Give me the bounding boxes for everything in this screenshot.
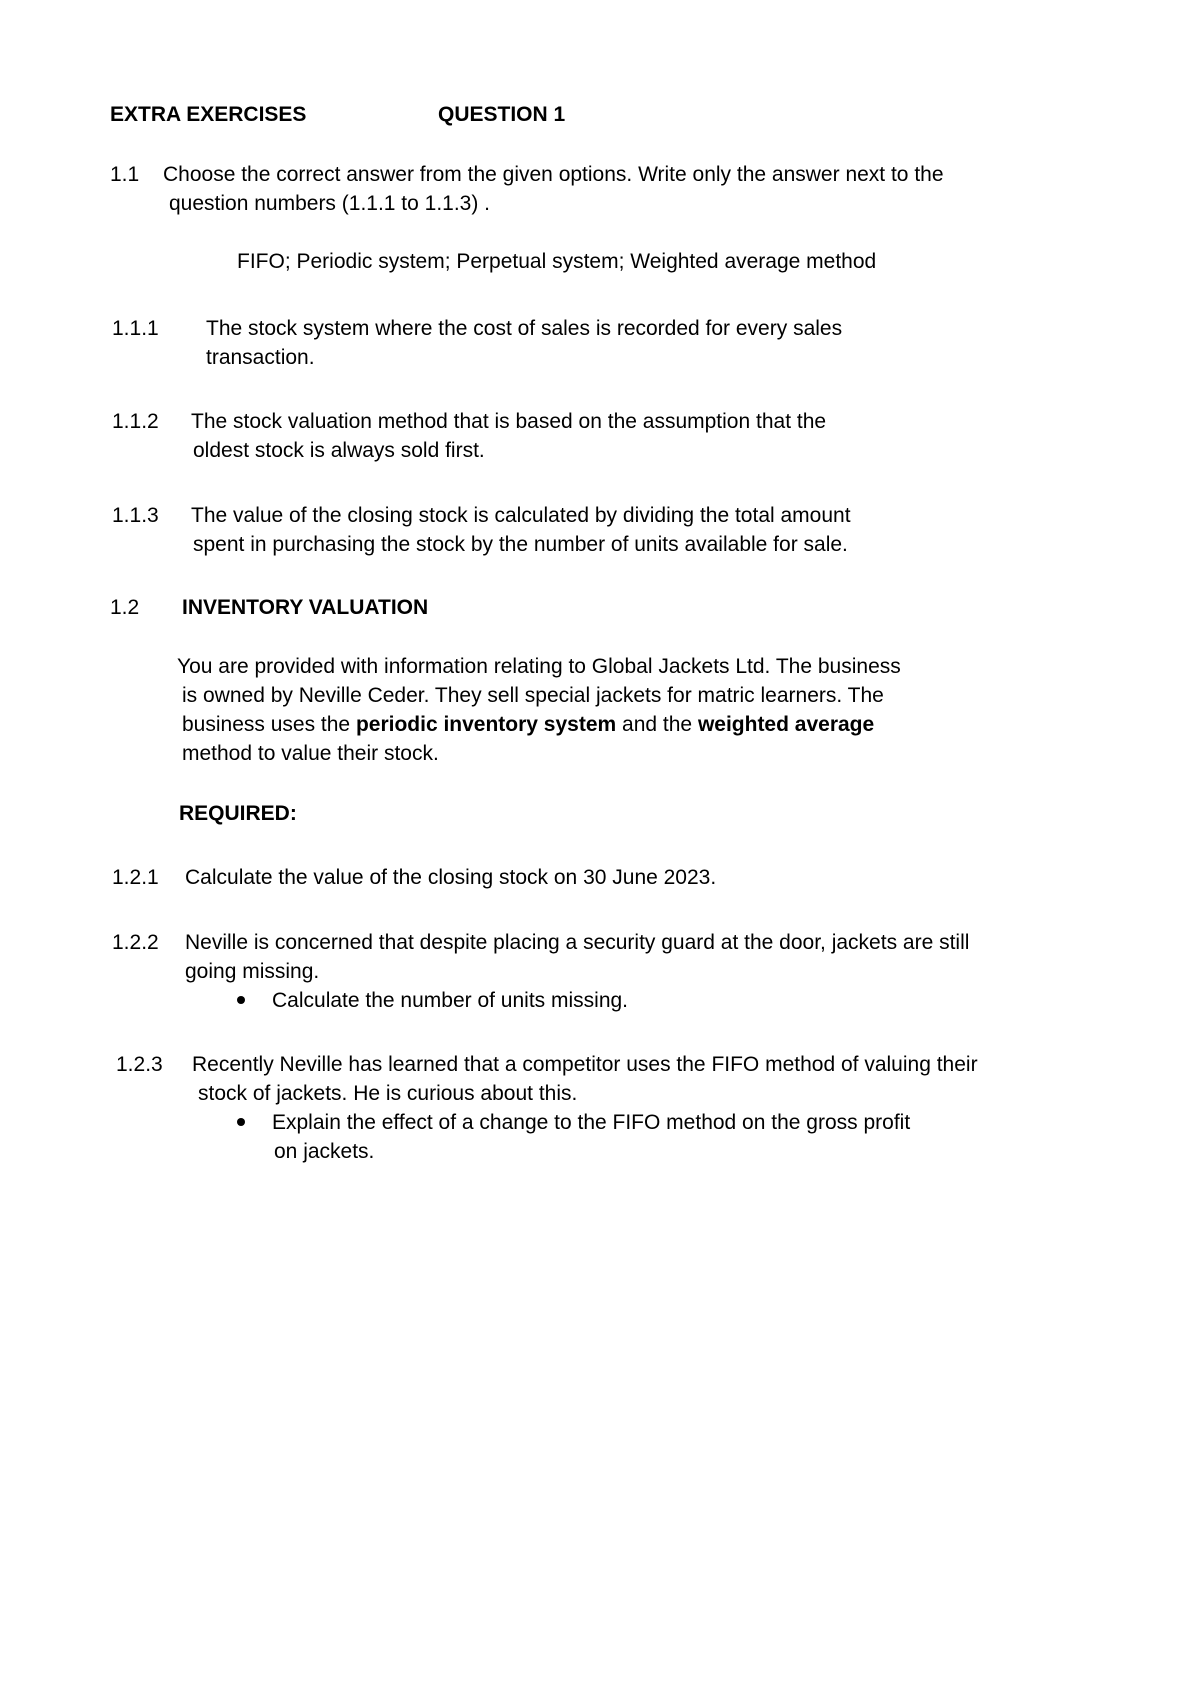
q1-2-3-bullet-line2: on jackets. bbox=[274, 1140, 375, 1163]
q1-2-intro-line3 bbox=[182, 710, 874, 739]
q1-2-3-line2: stock of jackets. He is curious about this. bbox=[198, 1082, 578, 1105]
q1-2-3-number: 1.2.3 bbox=[116, 1053, 163, 1076]
q1-2-2-number: 1.2.2 bbox=[112, 931, 159, 954]
document-title: EXTRA EXERCISES bbox=[110, 103, 307, 126]
q1-2-intro-line1: You are provided with information relating to Global Jackets Ltd. The business bbox=[177, 655, 901, 678]
q1-1-1-line1: The stock system where the cost of sales is recorded for every sales bbox=[206, 317, 843, 340]
q1-1-2-number: 1.1.2 bbox=[112, 410, 159, 433]
q1-1-instruction-line2: question numbers (1.1.1 to 1.1.3) . bbox=[169, 192, 491, 215]
question-heading: QUESTION 1 bbox=[438, 103, 566, 126]
required-heading: REQUIRED: bbox=[179, 802, 297, 825]
q1-1-3-number: 1.1.3 bbox=[112, 504, 159, 527]
bullet-point bbox=[237, 996, 245, 1004]
q1-1-3-line1: The value of the closing stock is calculated by dividing the total amount bbox=[191, 504, 851, 527]
q1-2-heading: INVENTORY VALUATION bbox=[182, 596, 429, 619]
q1-2-number: 1.2 bbox=[110, 596, 140, 619]
q1-2-2-line2: going missing. bbox=[185, 960, 320, 983]
q1-2-3-bullet-line1: Explain the effect of a change to the FIFO method on the gross profit bbox=[272, 1111, 911, 1134]
periodic-inventory-system-term: periodic inventory system bbox=[355, 713, 617, 736]
q1-1-3-line2: spent in purchasing the stock by the number of units available for sale. bbox=[193, 533, 848, 556]
q1-1-1-line2: transaction. bbox=[206, 346, 315, 369]
intro-text-a: business uses the bbox=[182, 713, 356, 736]
q1-1-1-number: 1.1.1 bbox=[112, 317, 159, 340]
q1-1-number: 1.1 bbox=[110, 163, 140, 186]
q1-2-3-line1: Recently Neville has learned that a competitor uses the FIFO method of valuing their bbox=[192, 1053, 978, 1076]
q1-2-2-line1: Neville is concerned that despite placing a security guard at the door, jackets are still bbox=[185, 931, 970, 954]
q1-2-1-number: 1.2.1 bbox=[112, 866, 159, 889]
q1-2-intro-line4: method to value their stock. bbox=[182, 742, 439, 765]
q1-1-2-line1: The stock valuation method that is based on the assumption that the bbox=[191, 410, 827, 433]
q1-2-intro-line2: is owned by Neville Ceder. They sell special jackets for matric learners. The bbox=[182, 684, 884, 707]
weighted-average-term: weighted average bbox=[697, 713, 875, 736]
q1-1-instruction-line1: Choose the correct answer from the given options. Write only the answer next to the bbox=[163, 163, 944, 186]
intro-text-c: and the bbox=[616, 713, 698, 736]
q1-2-1-line1: Calculate the value of the closing stock on 30 June 2023. bbox=[185, 866, 717, 889]
q1-1-2-line2: oldest stock is always sold first. bbox=[193, 439, 485, 462]
bullet-point bbox=[237, 1118, 245, 1126]
q1-2-2-bullet-text: Calculate the number of units missing. bbox=[272, 989, 629, 1012]
answer-options: FIFO; Periodic system; Perpetual system; Weighted average method bbox=[237, 250, 877, 273]
